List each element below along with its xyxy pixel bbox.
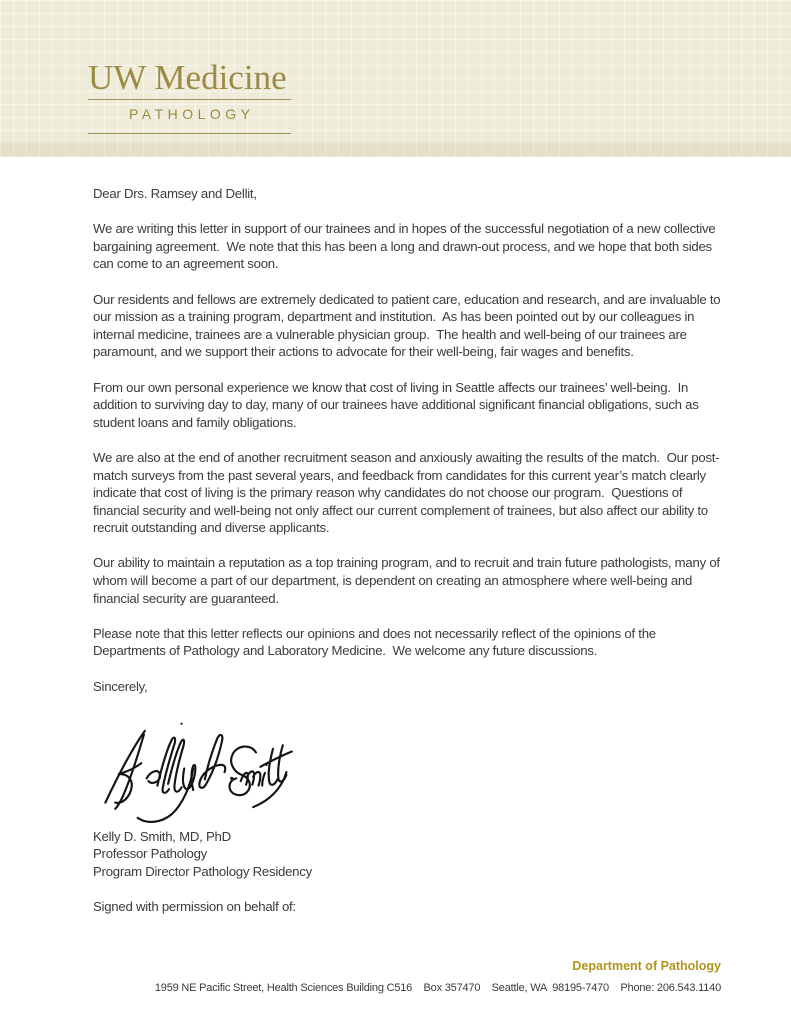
signer-block [93, 828, 721, 881]
uw-medicine-logo [88, 60, 291, 134]
letterhead-band [0, 0, 791, 157]
signer-title-professor: Professor Pathology [93, 846, 208, 862]
closing-salutation: Sincerely, [93, 678, 148, 694]
paragraph: From our own personal experience we know that cost of living in Seattle affects our trainees’ well-being. In addition to surviving day to day, many of our trainees have additional significant financial obligations, such as student loans and family obligations. [93, 379, 703, 430]
signer-name: Kelly D. Smith, MD, PhD [93, 828, 231, 844]
footer-address-line: 1959 NE Pacific Street, Health Sciences Building C516 Box 357470 Seattle, WA 98195-7470 Phone: 206.543.1140 [154, 982, 721, 994]
logo-brand-wordmark: UW Medicine [88, 58, 287, 97]
paragraph: We are also at the end of another recruitment season and anxiously awaiting the results of the match. Our post-match surveys from the past several years, and feedback from candidates for this current year’s match clearly indicate that cost of living is the primary reason why candidates do not choose our program. Questions of financial security and well-being not only affect our current complement of trainees, but also affect our ability to recruit outstanding and diverse applicants. [93, 449, 720, 536]
letter-body [93, 157, 724, 933]
paragraph: Our residents and fellows are extremely dedicated to patient care, education and research, and are invaluable to our mission as a training program, department and institution. As has been pointed out by our colleagues in internal medicine, trainees are a vulnerable physician group. The health and well-being of our trainees are paramount, and we support their actions to advocate for their well-being, fair wages and benefits. [93, 291, 724, 360]
paragraph: Our ability to maintain a reputation as a top training program, and to recruit and train future pathologists, many of whom will become a part of our department, is dependent on creating an atmosphere where well-being and financial security are guaranteed. [93, 555, 724, 606]
signed-on-behalf-note: Signed with permission on behalf of: [93, 899, 296, 915]
handwritten-signature-icon [95, 713, 295, 825]
salutation: Dear Drs. Ramsey and Dellit, [93, 186, 257, 201]
logo-divider-bottom [88, 133, 291, 134]
signer-title-program-director: Program Director Pathology Residency [93, 864, 312, 879]
logo-department-name: PATHOLOGY [128, 106, 255, 122]
page-footer [155, 959, 721, 994]
footer-department-name: Department of Pathology [572, 959, 721, 973]
paragraph: Please note that this letter reflects our opinions and does not necessarily reflect of the opinions of the Departments of Pathology and Laboratory Medicine. We welcome any future discussions. [93, 625, 660, 659]
paragraph: We are writing this letter in support of our trainees and in hopes of the successful negotiation of a new collective bargaining agreement. We note that this has been a long and drawn-out process, and we hope that both sides can come to an agreement soon. [93, 221, 719, 272]
